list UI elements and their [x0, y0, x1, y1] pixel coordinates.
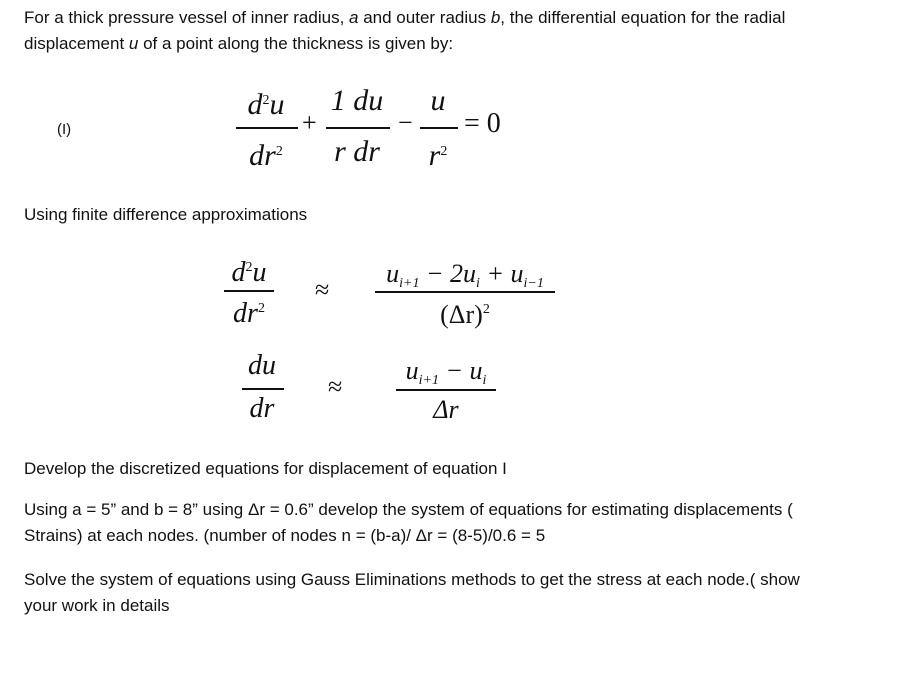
plus-sign: + [302, 108, 317, 137]
fraction-bar [396, 389, 496, 391]
intro-text: and outer radius [358, 8, 491, 27]
task-solve-line-2: your work in details [24, 596, 170, 615]
fd2-rhs-denominator: Δr [433, 395, 459, 424]
intro-text: displacement [24, 34, 129, 53]
minus-sign: − [398, 108, 413, 137]
intro-line-1 [24, 5, 785, 31]
eq1-term3-numerator: u [430, 84, 446, 117]
eq1-rhs: = 0 [464, 108, 501, 139]
fd2-lhs-numerator: du [248, 350, 276, 381]
fd1-lhs-denominator: $dr^2$ [233, 298, 265, 329]
approx-sign: ≈ [328, 372, 343, 401]
variable-b: b [490, 8, 501, 27]
fd2-rhs-numerator: $u_{i+1} - u_i$ [405, 356, 487, 388]
fd1-rhs-numerator: $u_{i+1} - 2u_i + u_{i-1}$ [386, 259, 544, 291]
task-system-line-1: Using a = 5” and b = 8” using Δr = 0.6” develop the system of equations for estimating displacements ( [24, 500, 793, 519]
equation-label: (I) [57, 121, 72, 138]
variable-a: a [349, 8, 359, 27]
eq1-term2-denominator: r dr [334, 135, 380, 168]
fraction-bar [224, 290, 274, 292]
fd-heading: Using finite difference approximations [24, 205, 308, 224]
intro-line-2 [24, 31, 453, 57]
intro-text: , the differential equation for the radial [500, 8, 786, 27]
approx-sign: ≈ [315, 275, 330, 304]
fraction-bar [242, 388, 284, 390]
fraction-bar [326, 127, 390, 129]
fd1-rhs-denominator: $(\Delta r)^2$ [440, 300, 490, 329]
fraction-bar [375, 291, 555, 293]
eq1-term1-denominator: $dr^2$ [249, 139, 283, 172]
eq1-term2-numerator: 1 du [330, 84, 384, 117]
task-solve-line-1: Solve the system of equations using Gauss Eliminations methods to get the stress at each node.( show [24, 570, 800, 589]
intro-text: of a point along the thickness is given by: [138, 34, 454, 53]
variable-u: u [128, 34, 139, 53]
eq1-term1-numerator: $d^2u$ [247, 88, 285, 121]
task-develop-discretized: Develop the discretized equations for displacement of equation I [24, 459, 507, 478]
task-system-line-2: Strains) at each nodes. (number of nodes n = (b-a)/ Δr = (8-5)/0.6 = 5 [24, 526, 546, 545]
fraction-bar [420, 127, 458, 129]
fraction-bar [236, 127, 298, 129]
fd1-lhs-numerator: $d^2u$ [231, 257, 267, 288]
eq1-term3-denominator: $r^2$ [428, 139, 448, 172]
intro-text: For a thick pressure vessel of inner radius, [24, 8, 350, 27]
fd2-lhs-denominator: dr [249, 393, 275, 424]
